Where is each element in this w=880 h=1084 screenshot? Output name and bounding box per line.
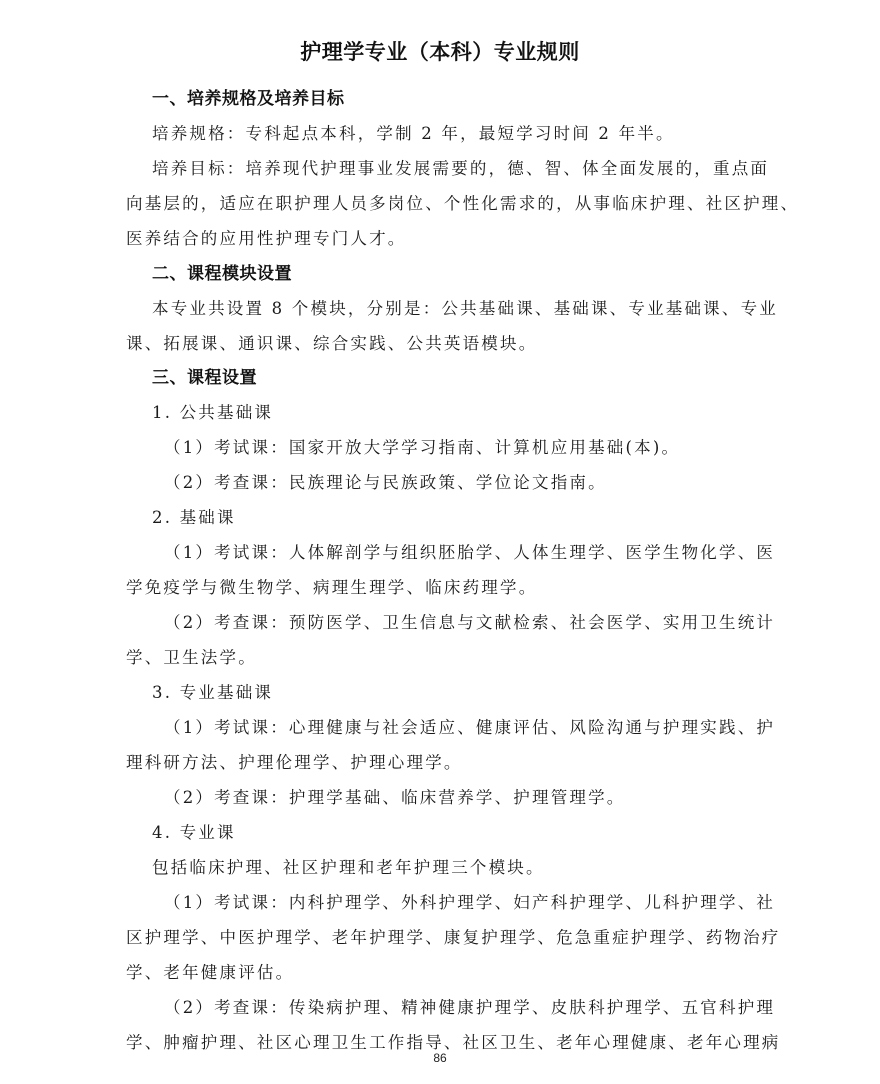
course-list-line: （2）考查课：预防医学、卫生信息与文献检索、社会医学、实用卫生统计	[164, 613, 776, 632]
paragraph-line: 课、拓展课、通识课、综合实践、公共英语模块。	[126, 334, 538, 353]
paragraph-line: 向基层的，适应在职护理人员多岗位、个性化需求的，从事临床护理、社区护理、	[126, 194, 800, 213]
paragraph-line: 本专业共设置 8 个模块，分别是：公共基础课、基础课、专业基础课、专业	[152, 299, 778, 318]
course-list-line: （2）考查课：护理学基础、临床营养学、护理管理学。	[164, 788, 626, 807]
page-title: 护理学专业（本科）专业规则	[300, 40, 580, 64]
course-list-line: （1）考试课：国家开放大学学习指南、计算机应用基础(本)。	[164, 438, 681, 457]
section-heading-3: 三、课程设置	[152, 368, 257, 388]
subsection-title: 1. 公共基础课	[152, 403, 274, 422]
subsection-title: 4. 专业课	[152, 823, 236, 842]
paragraph-line: 医养结合的应用性护理专门人才。	[126, 229, 407, 248]
course-list-line: 学、肿瘤护理、社区心理卫生工作指导、社区卫生、老年心理健康、老年心理病	[126, 1033, 781, 1052]
course-list-line: 学、老年健康评估。	[126, 963, 295, 982]
paragraph-line: 培养目标：培养现代护理事业发展需要的，德、智、体全面发展的，重点面	[152, 159, 770, 178]
course-list-line: （1）考试课：人体解剖学与组织胚胎学、人体生理学、医学生物化学、医	[164, 543, 776, 562]
section-heading-2: 二、课程模块设置	[152, 264, 292, 284]
course-list-line: 区护理学、中医护理学、老年护理学、康复护理学、危急重症护理学、药物治疗	[126, 928, 781, 947]
course-list-line: 理科研方法、护理伦理学、护理心理学。	[126, 753, 463, 772]
course-list-line: （1）考试课：心理健康与社会适应、健康评估、风险沟通与护理实践、护	[164, 718, 776, 737]
course-list-line: 学、卫生法学。	[126, 648, 257, 667]
course-list-line: （2）考查课：传染病护理、精神健康护理学、皮肤科护理学、五官科护理	[164, 998, 776, 1017]
subsection-title: 2. 基础课	[152, 508, 236, 527]
subsection-intro: 包括临床护理、社区护理和老年护理三个模块。	[152, 858, 545, 877]
subsection-title: 3. 专业基础课	[152, 683, 274, 702]
course-list-line: （1）考试课：内科护理学、外科护理学、妇产科护理学、儿科护理学、社	[164, 893, 776, 912]
course-list-line: （2）考查课：民族理论与民族政策、学位论文指南。	[164, 473, 607, 492]
page-number: 86	[433, 1051, 447, 1065]
paragraph-line: 培养规格：专科起点本科，学制 2 年，最短学习时间 2 年半。	[152, 124, 675, 143]
course-list-line: 学免疫学与微生物学、病理生理学、临床药理学。	[126, 578, 538, 597]
section-heading-1: 一、培养规格及培养目标	[152, 89, 345, 109]
